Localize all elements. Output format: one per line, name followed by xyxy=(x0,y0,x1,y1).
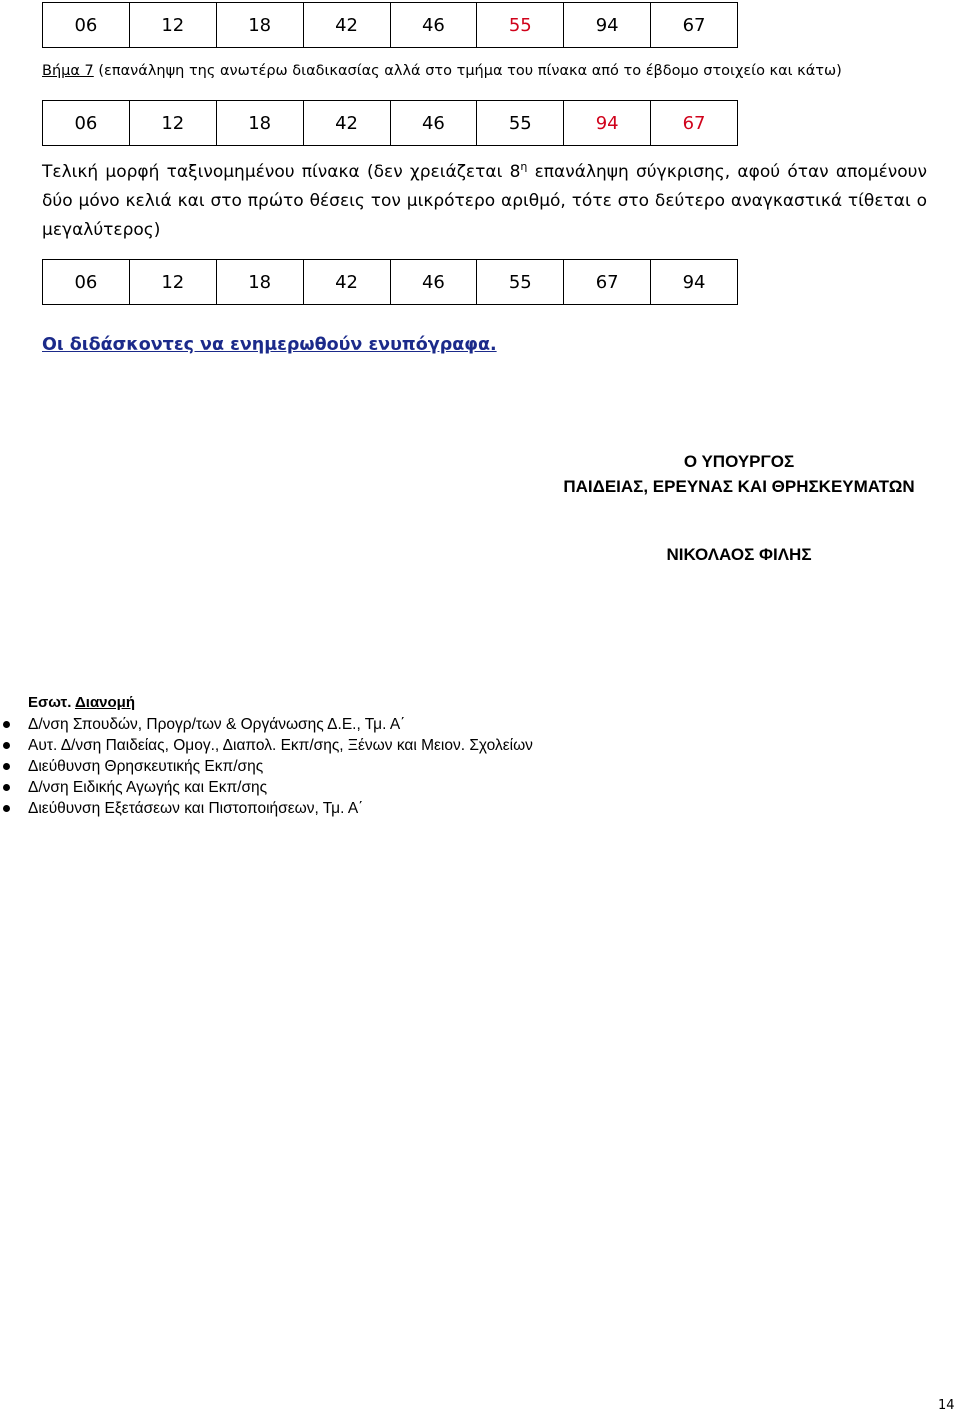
array-cell: 46 xyxy=(390,3,477,48)
array-cell: 46 xyxy=(390,260,477,305)
bullet-icon xyxy=(3,805,10,812)
list-item-text: Δ/νση Ειδικής Αγωγής και Εκπ/σης xyxy=(28,779,268,796)
array-cell: 18 xyxy=(216,3,303,48)
list-item xyxy=(0,777,533,798)
list-item-text: Διεύθυνση Εξετάσεων και Πιστοποιήσεων, Τμ. Α΄ xyxy=(28,800,364,817)
list-item xyxy=(0,798,533,819)
array-cell-highlighted: 94 xyxy=(564,101,651,146)
step7-heading xyxy=(42,63,842,79)
array-cell: 06 xyxy=(43,101,130,146)
array-cell: 12 xyxy=(129,260,216,305)
array-cell: 12 xyxy=(129,3,216,48)
array-table-step7 xyxy=(42,100,738,146)
page-number: 14 xyxy=(938,1398,955,1413)
bullet-icon xyxy=(3,721,10,728)
distribution-prefix: Εσωτ. xyxy=(28,694,75,711)
array-cell: 94 xyxy=(564,3,651,48)
array-cell: 94 xyxy=(651,260,738,305)
signature-name: ΝΙΚΟΛΑΟΣ ΦΙΛΗΣ xyxy=(666,545,812,564)
list-item xyxy=(0,756,533,777)
array-cell: 18 xyxy=(216,260,303,305)
array-cell-highlighted: 67 xyxy=(651,101,738,146)
array-cell: 46 xyxy=(390,101,477,146)
array-cell: 67 xyxy=(564,260,651,305)
bullet-icon xyxy=(3,763,10,770)
distribution-list xyxy=(0,714,533,819)
array-table-final xyxy=(42,259,738,305)
list-item xyxy=(0,735,533,756)
array-cell: 18 xyxy=(216,101,303,146)
final-para-sup: η xyxy=(520,160,528,173)
array-cell: 42 xyxy=(303,3,390,48)
final-para-before: Τελική μορφή ταξινομημένου πίνακα (δεν χρειάζεται 8 xyxy=(42,162,521,182)
step7-text: (επανάληψη της ανωτέρω διαδικασίας αλλά στο τμήμα του πίνακα από το έβδομο στοιχείο και κάτω) xyxy=(93,63,842,79)
array-cell: 06 xyxy=(43,260,130,305)
distribution-title: Διανομή xyxy=(75,694,136,711)
step7-label: Βήμα 7 xyxy=(42,63,94,79)
distribution-heading xyxy=(28,694,135,711)
array-cell: 42 xyxy=(303,260,390,305)
bullet-icon xyxy=(3,742,10,749)
signature-title: Ο ΥΠΟΥΡΓΟΣ xyxy=(683,452,795,471)
array-cell: 12 xyxy=(129,101,216,146)
signature-ministry: ΠΑΙΔΕΙΑΣ, ΕΡΕΥΝΑΣ ΚΑΙ ΘΡΗΣΚΕΥΜΑΤΩΝ xyxy=(563,477,915,496)
array-cell: 67 xyxy=(651,3,738,48)
array-cell: 06 xyxy=(43,3,130,48)
array-cell: 55 xyxy=(477,260,564,305)
list-item-text: Δ/νση Σπουδών, Προγρ/των & Οργάνωσης Δ.Ε., Τμ. Α΄ xyxy=(28,716,406,733)
final-para-after: επανάληψη σύγκρισης, αφού όταν απομένουν δύο μόνο κελιά και στο πρώτο θέσεις τον μικρότερο αριθμό, τότε στο δεύτερο αναγκαστικά τίθεται ο μεγαλύτερος) xyxy=(42,162,927,240)
bullet-icon xyxy=(3,784,10,791)
array-table-step6 xyxy=(42,2,738,48)
list-item-text: Αυτ. Δ/νση Παιδείας, Ομογ., Διαπολ. Εκπ/σης, Ξένων και Μειον. Σχολείων xyxy=(28,737,533,754)
array-cell: 42 xyxy=(303,101,390,146)
list-item xyxy=(0,714,533,735)
list-item-text: Διεύθυνση Θρησκευτικής Εκπ/σης xyxy=(28,758,264,775)
array-cell: 55 xyxy=(477,101,564,146)
teachers-notice: Οι διδάσκοντες να ενημερωθούν ενυπόγραφα. xyxy=(42,335,497,355)
array-cell-highlighted: 55 xyxy=(477,3,564,48)
final-form-paragraph xyxy=(42,158,927,245)
